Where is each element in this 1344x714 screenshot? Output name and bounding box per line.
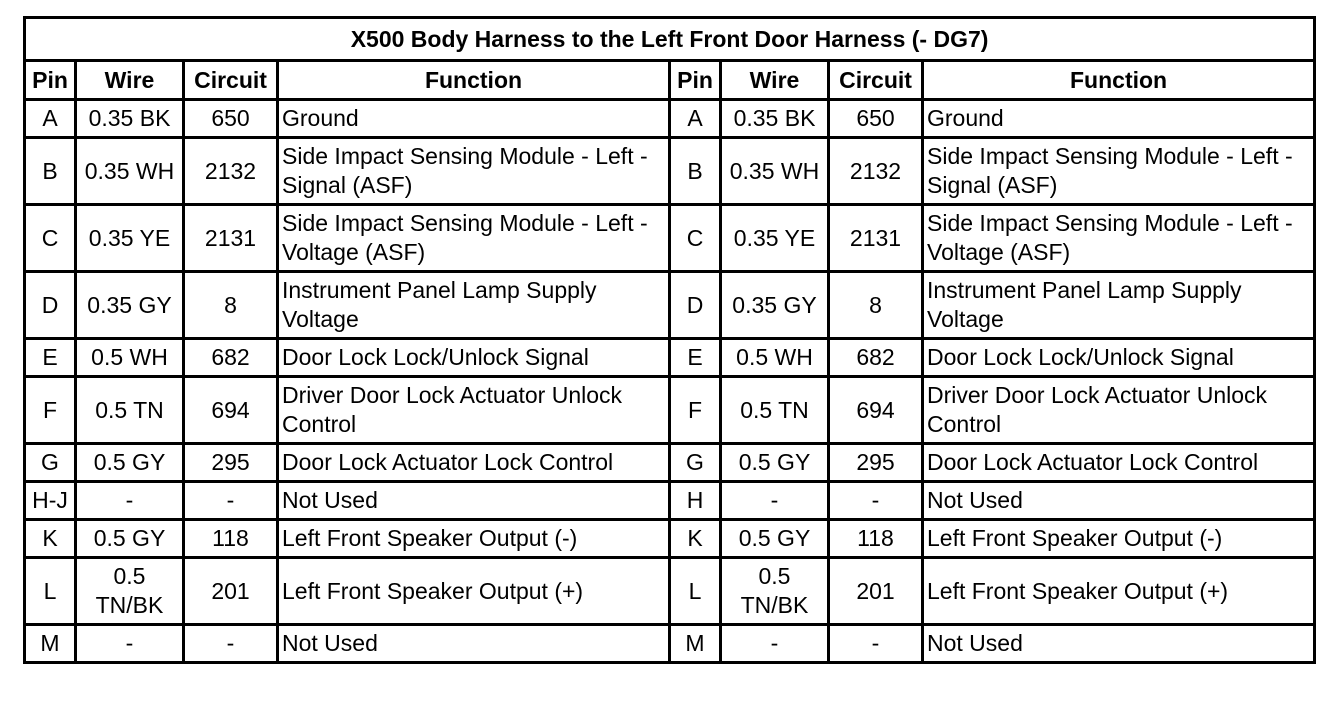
- table-row: [25, 138, 1315, 205]
- table-row: [25, 100, 1315, 138]
- wire-cell-right: -: [721, 482, 829, 520]
- table-row: [25, 205, 1315, 272]
- wire-cell-left: 0.5 GY: [76, 520, 184, 558]
- function-cell-left: Side Impact Sensing Module - Left - Voltage (ASF): [278, 205, 670, 272]
- header-function-left: Function: [278, 61, 670, 100]
- wire-cell-left: 0.35 WH: [76, 138, 184, 205]
- function-cell-right: Not Used: [923, 625, 1315, 663]
- circuit-cell-right: 2132: [829, 138, 923, 205]
- function-cell-right: Instrument Panel Lamp Supply Voltage: [923, 272, 1315, 339]
- function-cell-right: Not Used: [923, 482, 1315, 520]
- function-cell-left: Left Front Speaker Output (+): [278, 558, 670, 625]
- pin-cell-right: G: [670, 444, 721, 482]
- circuit-cell-right: 2131: [829, 205, 923, 272]
- pin-cell-right: M: [670, 625, 721, 663]
- circuit-cell-right: -: [829, 625, 923, 663]
- pin-cell-right: F: [670, 377, 721, 444]
- table-row: [25, 377, 1315, 444]
- pin-cell-right: E: [670, 339, 721, 377]
- wire-cell-left: 0.35 GY: [76, 272, 184, 339]
- wire-cell-right: -: [721, 625, 829, 663]
- pin-cell-left: G: [25, 444, 76, 482]
- wire-cell-right: 0.5 TN: [721, 377, 829, 444]
- function-cell-left: Ground: [278, 100, 670, 138]
- header-pin-left: Pin: [25, 61, 76, 100]
- circuit-cell-left: 2131: [184, 205, 278, 272]
- wire-cell-right: 0.5 GY: [721, 520, 829, 558]
- function-cell-left: Left Front Speaker Output (-): [278, 520, 670, 558]
- function-cell-right: Side Impact Sensing Module - Left - Signal (ASF): [923, 138, 1315, 205]
- function-cell-right: Ground: [923, 100, 1315, 138]
- pin-cell-left: H-J: [25, 482, 76, 520]
- header-circuit-left: Circuit: [184, 61, 278, 100]
- function-cell-right: Driver Door Lock Actuator Unlock Control: [923, 377, 1315, 444]
- function-cell-left: Not Used: [278, 625, 670, 663]
- function-cell-left: Door Lock Actuator Lock Control: [278, 444, 670, 482]
- wire-cell-right: 0.5 GY: [721, 444, 829, 482]
- circuit-cell-left: 295: [184, 444, 278, 482]
- circuit-cell-left: -: [184, 482, 278, 520]
- circuit-cell-left: 8: [184, 272, 278, 339]
- pin-cell-right: A: [670, 100, 721, 138]
- wire-cell-right: 0.35 GY: [721, 272, 829, 339]
- pin-cell-left: C: [25, 205, 76, 272]
- table-row: [25, 272, 1315, 339]
- function-cell-left: Not Used: [278, 482, 670, 520]
- header-circuit-right: Circuit: [829, 61, 923, 100]
- pin-cell-right: D: [670, 272, 721, 339]
- function-cell-right: Door Lock Actuator Lock Control: [923, 444, 1315, 482]
- table-row: [25, 444, 1315, 482]
- wire-cell-left: 0.35 BK: [76, 100, 184, 138]
- wire-cell-right: 0.5 WH: [721, 339, 829, 377]
- header-wire-left: Wire: [76, 61, 184, 100]
- function-cell-right: Side Impact Sensing Module - Left - Voltage (ASF): [923, 205, 1315, 272]
- circuit-cell-right: 650: [829, 100, 923, 138]
- table-row: [25, 625, 1315, 663]
- wire-cell-left: 0.5 TN: [76, 377, 184, 444]
- circuit-cell-left: 118: [184, 520, 278, 558]
- table-row: [25, 339, 1315, 377]
- wire-cell-left: 0.5 TN/BK: [76, 558, 184, 625]
- circuit-cell-right: 201: [829, 558, 923, 625]
- function-cell-left: Door Lock Lock/Unlock Signal: [278, 339, 670, 377]
- circuit-cell-left: 650: [184, 100, 278, 138]
- circuit-cell-left: 201: [184, 558, 278, 625]
- pin-cell-right: L: [670, 558, 721, 625]
- wire-cell-left: 0.35 YE: [76, 205, 184, 272]
- pin-cell-left: M: [25, 625, 76, 663]
- function-cell-right: Left Front Speaker Output (+): [923, 558, 1315, 625]
- wire-cell-right: 0.35 BK: [721, 100, 829, 138]
- wire-cell-right: 0.35 YE: [721, 205, 829, 272]
- wire-cell-left: -: [76, 625, 184, 663]
- circuit-cell-left: -: [184, 625, 278, 663]
- function-cell-right: Left Front Speaker Output (-): [923, 520, 1315, 558]
- circuit-cell-right: 8: [829, 272, 923, 339]
- function-cell-left: Side Impact Sensing Module - Left - Signal (ASF): [278, 138, 670, 205]
- header-wire-right: Wire: [721, 61, 829, 100]
- pin-cell-right: B: [670, 138, 721, 205]
- wire-cell-left: 0.5 GY: [76, 444, 184, 482]
- header-function-right: Function: [923, 61, 1315, 100]
- wire-cell-right: 0.5 TN/BK: [721, 558, 829, 625]
- table-row: [25, 482, 1315, 520]
- function-cell-right: Door Lock Lock/Unlock Signal: [923, 339, 1315, 377]
- table-title: X500 Body Harness to the Left Front Door Harness (- DG7): [25, 18, 1315, 61]
- wire-cell-right: 0.35 WH: [721, 138, 829, 205]
- circuit-cell-right: 682: [829, 339, 923, 377]
- table-body: [25, 100, 1315, 663]
- pin-cell-left: A: [25, 100, 76, 138]
- pin-cell-left: B: [25, 138, 76, 205]
- function-cell-left: Driver Door Lock Actuator Unlock Control: [278, 377, 670, 444]
- wire-cell-left: 0.5 WH: [76, 339, 184, 377]
- wire-cell-left: -: [76, 482, 184, 520]
- circuit-cell-right: -: [829, 482, 923, 520]
- pin-cell-right: K: [670, 520, 721, 558]
- circuit-cell-left: 694: [184, 377, 278, 444]
- pin-cell-left: D: [25, 272, 76, 339]
- table-row: [25, 520, 1315, 558]
- connector-table: [23, 16, 1316, 664]
- header-pin-right: Pin: [670, 61, 721, 100]
- pin-cell-right: C: [670, 205, 721, 272]
- circuit-cell-right: 295: [829, 444, 923, 482]
- header-row: [25, 61, 1315, 100]
- circuit-cell-left: 2132: [184, 138, 278, 205]
- pin-cell-left: K: [25, 520, 76, 558]
- pin-cell-left: F: [25, 377, 76, 444]
- pin-cell-left: L: [25, 558, 76, 625]
- circuit-cell-right: 118: [829, 520, 923, 558]
- pin-cell-left: E: [25, 339, 76, 377]
- circuit-cell-right: 694: [829, 377, 923, 444]
- circuit-cell-left: 682: [184, 339, 278, 377]
- table-row: [25, 558, 1315, 625]
- pin-cell-right: H: [670, 482, 721, 520]
- function-cell-left: Instrument Panel Lamp Supply Voltage: [278, 272, 670, 339]
